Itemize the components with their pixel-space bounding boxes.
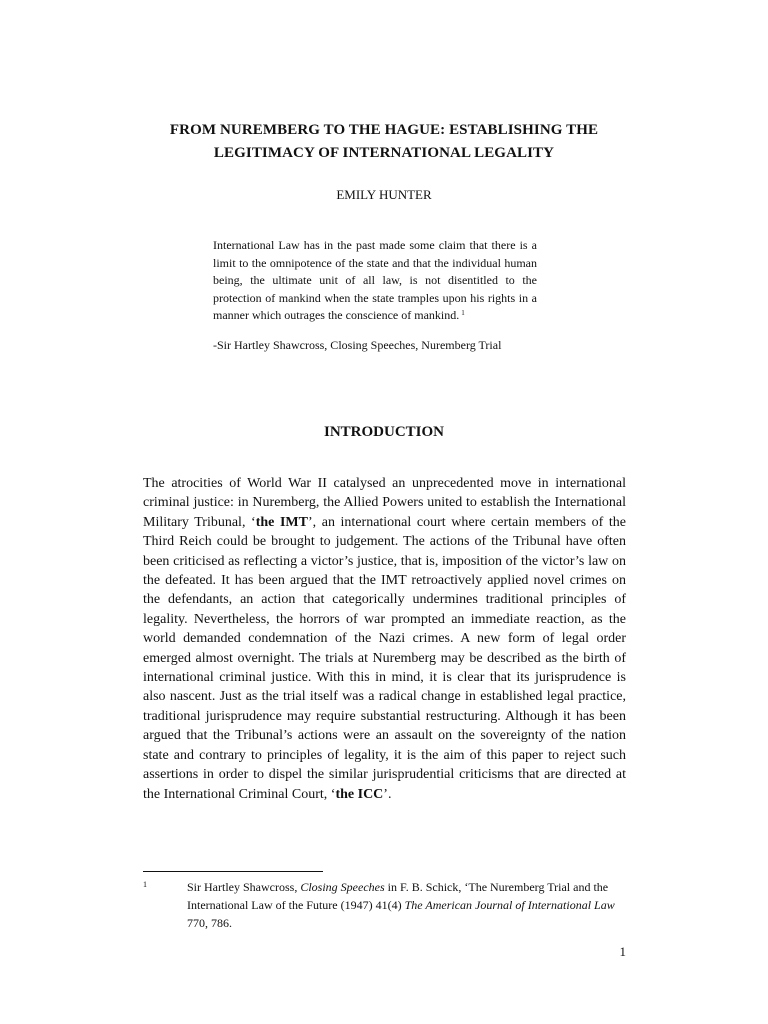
paper-title-line-2: LEGITIMACY OF INTERNATIONAL LEGALITY (213, 145, 555, 161)
epigraph-quote (213, 237, 537, 325)
body-text-part-1: The atrocities of World War II catalysed an unprecedented move in international criminal justice: in Nuremberg, the Allied Powers united to establish the International Military Tribunal, ‘ (143, 476, 626, 530)
body-text-part-3: ’. (383, 786, 392, 802)
paper-title (100, 119, 668, 165)
author-name: EMILY HUNTER (336, 187, 432, 202)
page-number: 1 (619, 944, 626, 959)
body-term-imt: the IMT (255, 514, 308, 530)
body-paragraph (143, 474, 626, 804)
epigraph-quote-text: International Law has in the past made some claim that there is a limit to the omnipotence of the state and that the individual human being, the ultimate unit of all law, is not disentitled to the protection of mankind when the state tramples upon his rights in a manner which outrages the conscience of mankind. (213, 238, 537, 323)
footnote-text-b: in F. B. Schick, ‘The Nuremberg Trial and the International Law of the Future (1947) 41(4) (187, 880, 609, 912)
footnote-reference[interactable]: 1 (461, 309, 465, 318)
footnote-italic-b: The American Journal of International Law (404, 898, 615, 912)
footnote (143, 878, 626, 932)
epigraph (213, 237, 537, 355)
footnote-text (187, 878, 626, 932)
section-heading: INTRODUCTION (323, 424, 444, 440)
paper-title-line-1: FROM NUREMBERG TO THE HAGUE: ESTABLISHING THE (169, 122, 599, 138)
epigraph-attribution: -Sir Hartley Shawcross, Closing Speeches, Nuremberg Trial (213, 337, 502, 352)
footnote-number: 1 (143, 880, 147, 889)
body-term-icc: the ICC (335, 786, 384, 802)
footnote-text-a: Sir Hartley Shawcross, (187, 880, 301, 894)
footnote-separator (143, 871, 323, 872)
footnote-text-c: 770, 786. (187, 916, 232, 930)
footnote-italic-a: Closing Speeches (300, 880, 385, 894)
body-text-part-2: ’, an international court where certain members of the Third Reich could be brought to judgement. The actions of the Tribunal have often been criticised as reflecting a victor’s justice, that is, imposition of the victor’s law on the defeated. It has been argued that the IMT retroactively applied novel crimes on the defendants, an action that categorically undermines traditional principles of legality. Nevertheless, the horrors of war prompted an immediate reaction, as the world demanded condemnation of the Nazi crimes. A new form of legal order emerged almost overnight. The trials at Nuremberg may be described as the birth of international criminal justice. With this in mind, it is clear that its jurisprudence is also nascent. Just as the trial itself was a radical change in established legal practice, traditional jurisprudence may require substantial restructuring. Although it has been argued that the Tribunal’s actions were an assault on the sovereignty of the nation state and contrary to principles of legality, it is the aim of this paper to reject such assertions in order to dispel the similar jurisprudential criticisms that are directed at the International Criminal Court, ‘ (143, 514, 626, 802)
